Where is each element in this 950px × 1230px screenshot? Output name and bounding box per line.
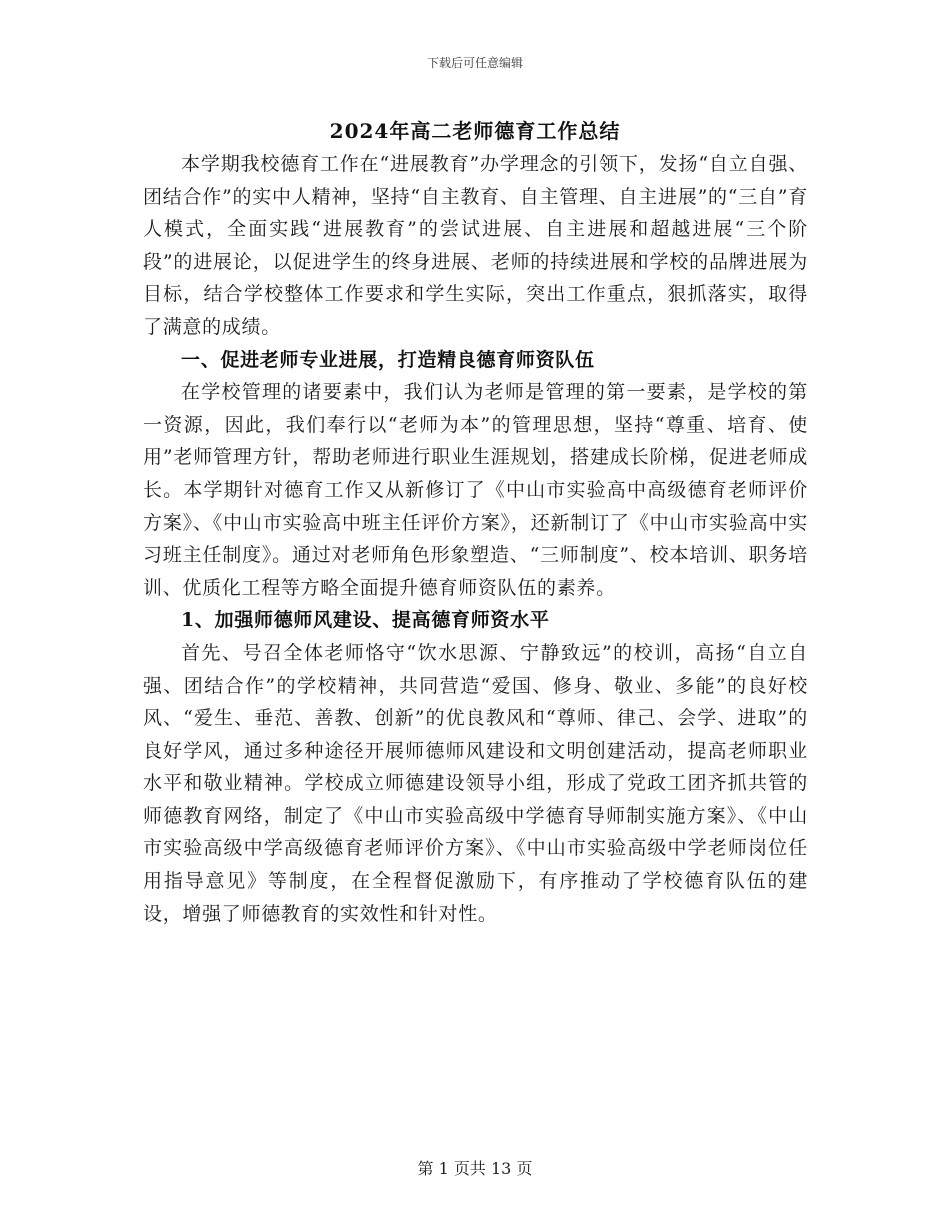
subsection-1-paragraph: 首先、号召全体老师恪守“饮水思源、宁静致远”的校训，高扬“自立自强、团结合作”的学校精神，共同营造“爱国、修身、敬业、多能”的良好校风、“爱生、垂范、善教、创新”的优良教风和“尊师、律己、会学、进取”的良好学风，通过多种途径开展师德师风建设和文明创建活动，提高老师职业水平和敬业精神。学校成立师德建设领导小组，形成了党政工团齐抓共管的师德教育网络，制定了《中山市实验高级中学德育导师制实施方案》、《中山市实验高级中学高级德育老师评价方案》、《中山市实验高级中学老师岗位任用指导意见》等制度，在全程督促激励下，有序推动了学校德育队伍的建设，增强了师德教育的实效性和针对性。 [143,641,808,925]
page-header-note: 下载后可任意编辑 [426,56,523,70]
intro-paragraph: 本学期我校德育工作在“进展教育”办学理念的引领下，发扬“自立自强、团结合作”的实中人精神，坚持“自主教育、自主管理、自主进展”的“三自”育人模式，全面实践“进展教育”的尝试进展、自主进展和超越进展“三个阶段”的进展论，以促进学生的终身进展、老师的持续进展和学校的品牌进展为目标，结合学校整体工作要求和学生实际，突出工作重点，狠抓落实，取得了满意的成绩。 [143,153,808,338]
section-heading-1: 一、促进老师专业进展，打造精良德育师资队伍 [181,348,595,371]
subsection-heading-1: 1、加强师德师风建设、提高德育师资水平 [181,609,550,632]
section-1-paragraph: 在学校管理的诸要素中，我们认为老师是管理的第一要素，是学校的第一资源，因此，我们奉行以“老师为本”的管理思想，坚持“尊重、培育、使用”老师管理方针，帮助老师进行职业生涯规划，搭建成长阶梯，促进老师成长。本学期针对德育工作又从新修订了《中山市实验高中高级德育老师评价方案》、《中山市实验高中班主任评价方案》，还新制订了《中山市实验高中实习班主任制度》。通过对老师角色形象塑造、“三师制度”、校本培训、职务培训、优质化工程等方略全面提升德育师资队伍的素养。 [143,381,808,599]
document-body [143,148,808,930]
page-number: 第 1 页共 13 页 [417,1159,533,1178]
document-title: 2024年高二老师德育工作总结 [329,119,621,143]
